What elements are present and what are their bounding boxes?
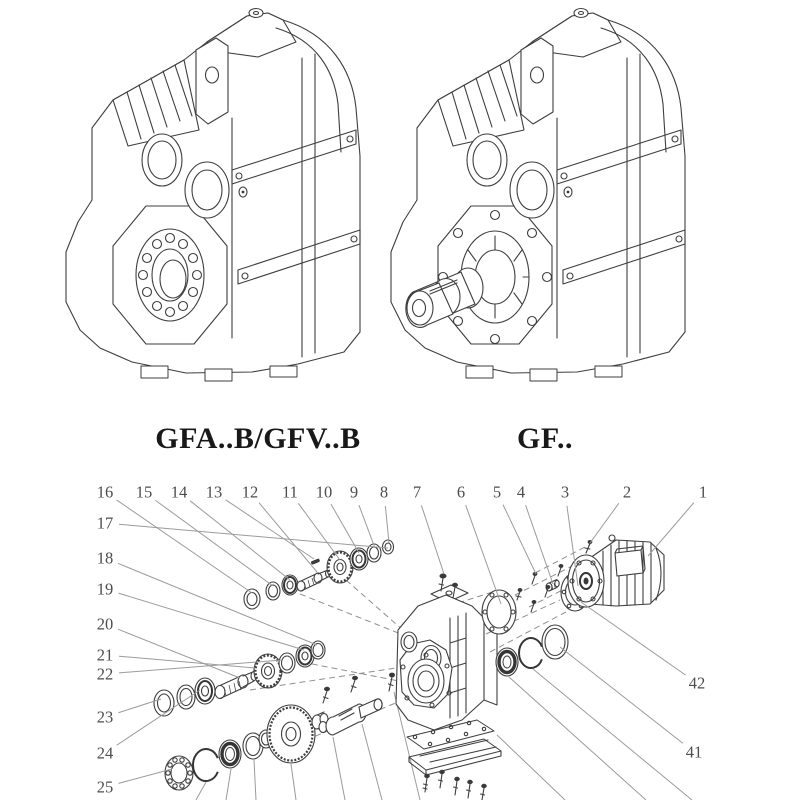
part-number-6: 6: [456, 482, 466, 502]
side-bolt: [239, 187, 247, 197]
part-number-17: 17: [96, 513, 114, 533]
oil-seal: [496, 648, 518, 676]
part-number-42: 42: [688, 673, 706, 693]
leader-line-11: [298, 503, 340, 560]
leader-line-17: [119, 524, 388, 548]
leader-line-9: [359, 505, 375, 548]
figure-label-gfab-gfvb: GFA..B/GFV..B: [155, 422, 361, 455]
figure-gf-drawing: [391, 9, 685, 382]
part-number-10: 10: [315, 482, 333, 502]
intermediate-gear-parts: [154, 641, 325, 716]
part-number-12: 12: [241, 482, 259, 502]
part-number-14: 14: [170, 482, 188, 502]
figure-label-gf: GF..: [517, 422, 573, 455]
leader-line-14: [190, 501, 290, 580]
ribbed-deck: [438, 60, 524, 146]
oil-seal: [219, 740, 241, 768]
leader-line-7: [421, 505, 444, 574]
part-number-18: 18: [96, 548, 114, 568]
hollow-shaft-bore: [160, 260, 186, 298]
front-bearing-cover: [113, 206, 227, 344]
pinion-shaft: [215, 672, 257, 699]
ribbed-deck: [113, 60, 199, 146]
part-number-20: 20: [96, 614, 114, 634]
leader-line-16: [117, 500, 252, 593]
mounting-lug: [521, 38, 553, 124]
part-number-9: 9: [349, 482, 359, 502]
part-number-22: 22: [96, 664, 114, 684]
part-number-41: 41: [685, 742, 703, 762]
intermediate-gear: [254, 654, 282, 688]
part-number-19: 19: [96, 579, 114, 599]
leader-line-15: [155, 500, 273, 586]
part-number-11: 11: [282, 482, 298, 502]
part-number-2: 2: [622, 482, 632, 502]
shaft-key: [311, 558, 321, 565]
leader-line-8: [385, 506, 389, 543]
top-screw-plug: [574, 9, 588, 18]
input-shaft-parts: [244, 540, 394, 609]
leader-line-6: [466, 505, 501, 604]
leader-line-25: [119, 769, 172, 783]
leader-line-21: [119, 656, 255, 668]
leader-line-10: [331, 504, 359, 553]
part-number-7: 7: [412, 482, 422, 502]
output-shaft: [319, 699, 382, 735]
adapter-flange-ring: [482, 590, 516, 634]
snap-ring: [193, 749, 218, 781]
part-number-13: 13: [205, 482, 223, 502]
ball-bearing-cage: [165, 756, 193, 790]
part-number-16: 16: [96, 482, 114, 502]
part-number-21: 21: [96, 645, 114, 665]
part-number-15: 15: [135, 482, 153, 502]
output-helical-gear: [267, 705, 315, 763]
leader-line-13: [226, 500, 314, 559]
top-screw-plug: [249, 9, 263, 18]
motor: [568, 535, 664, 607]
input-gear: [327, 551, 353, 583]
leader-line-5: [503, 505, 536, 574]
cover-bolts-lower: [423, 770, 487, 800]
gasket-and-cover: [407, 720, 501, 800]
leader-line-4: [526, 505, 553, 584]
leader-line-1: [648, 503, 694, 556]
side-bolt: [564, 187, 572, 197]
part-number-24: 24: [96, 743, 114, 763]
part-number-5: 5: [492, 482, 502, 502]
leader-line-41: [560, 647, 683, 743]
motor-flange: [568, 555, 604, 607]
large-ring: [542, 625, 568, 659]
leader-line-42: [581, 602, 686, 675]
lifting-eye: [609, 535, 615, 541]
part-number-23: 23: [96, 707, 114, 727]
pinion-shaft: [297, 570, 331, 591]
small-cap: [383, 540, 394, 554]
leader-line-20: [118, 629, 240, 678]
part-number-25: 25: [96, 777, 114, 797]
part-number-3: 3: [560, 482, 570, 502]
snap-ring: [519, 638, 542, 668]
part-number-8: 8: [379, 482, 389, 502]
mounting-lug: [196, 38, 228, 124]
part-number-4: 4: [516, 482, 526, 502]
exploded-view: [154, 535, 692, 800]
part-number-1: 1: [698, 482, 708, 502]
figure-gfab-gfvb-drawing: [66, 9, 360, 382]
gear-housing: [396, 574, 497, 731]
